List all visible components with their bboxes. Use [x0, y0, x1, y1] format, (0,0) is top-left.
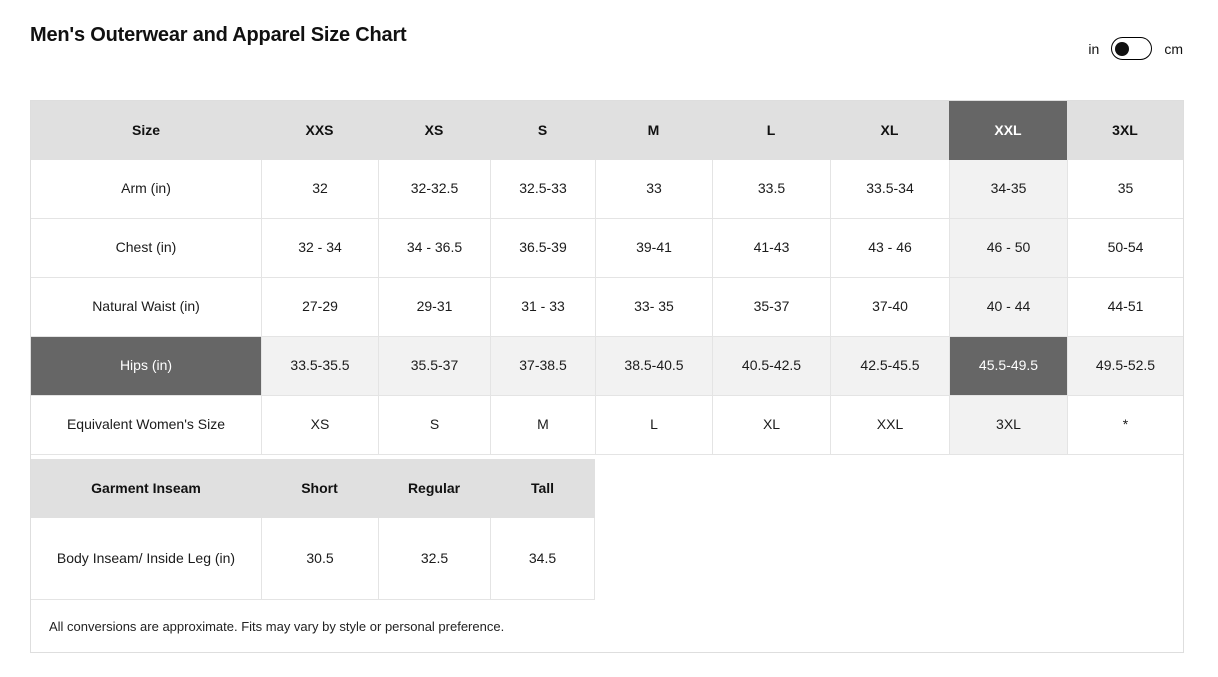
size-cell: 33.5	[712, 160, 830, 219]
column-header-3xl: 3XL	[1067, 101, 1183, 160]
unit-toggle-switch[interactable]	[1111, 37, 1152, 60]
size-cell: 32	[261, 160, 378, 219]
unit-label-in[interactable]: in	[1088, 40, 1100, 57]
column-header-xl: XL	[830, 101, 949, 160]
size-cell: *	[1067, 396, 1183, 455]
size-cell: 33.5-34	[830, 160, 949, 219]
size-cell: 37-38.5	[490, 337, 595, 396]
size-cell: 43 - 46	[830, 219, 949, 278]
column-header-garment-inseam: Garment Inseam	[31, 459, 261, 518]
column-header-size: Size	[31, 101, 261, 160]
size-cell: 32 - 34	[261, 219, 378, 278]
size-cell: 32-32.5	[378, 160, 490, 219]
size-cell: 31 - 33	[490, 278, 595, 337]
size-cell: 49.5-52.5	[1067, 337, 1183, 396]
inseam-cell: 34.5	[490, 518, 595, 600]
size-chart-container	[30, 100, 1184, 653]
column-header-regular: Regular	[378, 459, 490, 518]
size-cell: 39-41	[595, 219, 712, 278]
size-cell: 46 - 50	[949, 219, 1067, 278]
size-cell: 42.5-45.5	[830, 337, 949, 396]
column-header-xxl: XXL	[949, 101, 1067, 160]
row-label-chest-in: Chest (in)	[31, 219, 261, 278]
unit-label-cm[interactable]: cm	[1164, 40, 1183, 57]
size-cell: 29-31	[378, 278, 490, 337]
row-label-hips-in: Hips (in)	[31, 337, 261, 396]
unit-toggle-group	[1088, 37, 1183, 60]
size-cell: XXL	[830, 396, 949, 455]
toggle-knob-icon	[1115, 42, 1129, 56]
column-header-m: M	[595, 101, 712, 160]
size-cell: M	[490, 396, 595, 455]
size-cell: 33.5-35.5	[261, 337, 378, 396]
column-header-tall: Tall	[490, 459, 595, 518]
footnote: All conversions are approximate. Fits may vary by style or personal preference.	[49, 618, 505, 634]
row-label-body-inseam-inside-leg-in: Body Inseam/ Inside Leg (in)	[31, 518, 261, 600]
row-label-equivalent-women-s-size: Equivalent Women's Size	[31, 396, 261, 455]
size-cell: 35.5-37	[378, 337, 490, 396]
inseam-cell: 30.5	[261, 518, 378, 600]
size-cell: 50-54	[1067, 219, 1183, 278]
column-header-s: S	[490, 101, 595, 160]
page-title: Men's Outerwear and Apparel Size Chart	[30, 24, 407, 46]
size-cell: 41-43	[712, 219, 830, 278]
size-cell: XL	[712, 396, 830, 455]
row-label-natural-waist-in: Natural Waist (in)	[31, 278, 261, 337]
size-cell: 3XL	[949, 396, 1067, 455]
size-cell: 35-37	[712, 278, 830, 337]
size-cell: 34 - 36.5	[378, 219, 490, 278]
size-cell: 45.5-49.5	[949, 337, 1067, 396]
size-cell: 40 - 44	[949, 278, 1067, 337]
size-cell: 36.5-39	[490, 219, 595, 278]
size-cell: 32.5-33	[490, 160, 595, 219]
size-cell: 27-29	[261, 278, 378, 337]
size-cell: 44-51	[1067, 278, 1183, 337]
size-cell: 38.5-40.5	[595, 337, 712, 396]
row-label-arm-in: Arm (in)	[31, 160, 261, 219]
column-header-xxs: XXS	[261, 101, 378, 160]
footnote-row	[31, 600, 1183, 652]
column-header-l: L	[712, 101, 830, 160]
size-cell: 35	[1067, 160, 1183, 219]
size-cell: 33- 35	[595, 278, 712, 337]
size-table	[31, 101, 1183, 455]
size-cell: XS	[261, 396, 378, 455]
size-cell: 33	[595, 160, 712, 219]
column-header-short: Short	[261, 459, 378, 518]
size-cell: S	[378, 396, 490, 455]
size-cell: L	[595, 396, 712, 455]
size-cell: 37-40	[830, 278, 949, 337]
inseam-table	[31, 459, 595, 600]
size-cell: 40.5-42.5	[712, 337, 830, 396]
column-header-xs: XS	[378, 101, 490, 160]
inseam-cell: 32.5	[378, 518, 490, 600]
size-cell: 34-35	[949, 160, 1067, 219]
